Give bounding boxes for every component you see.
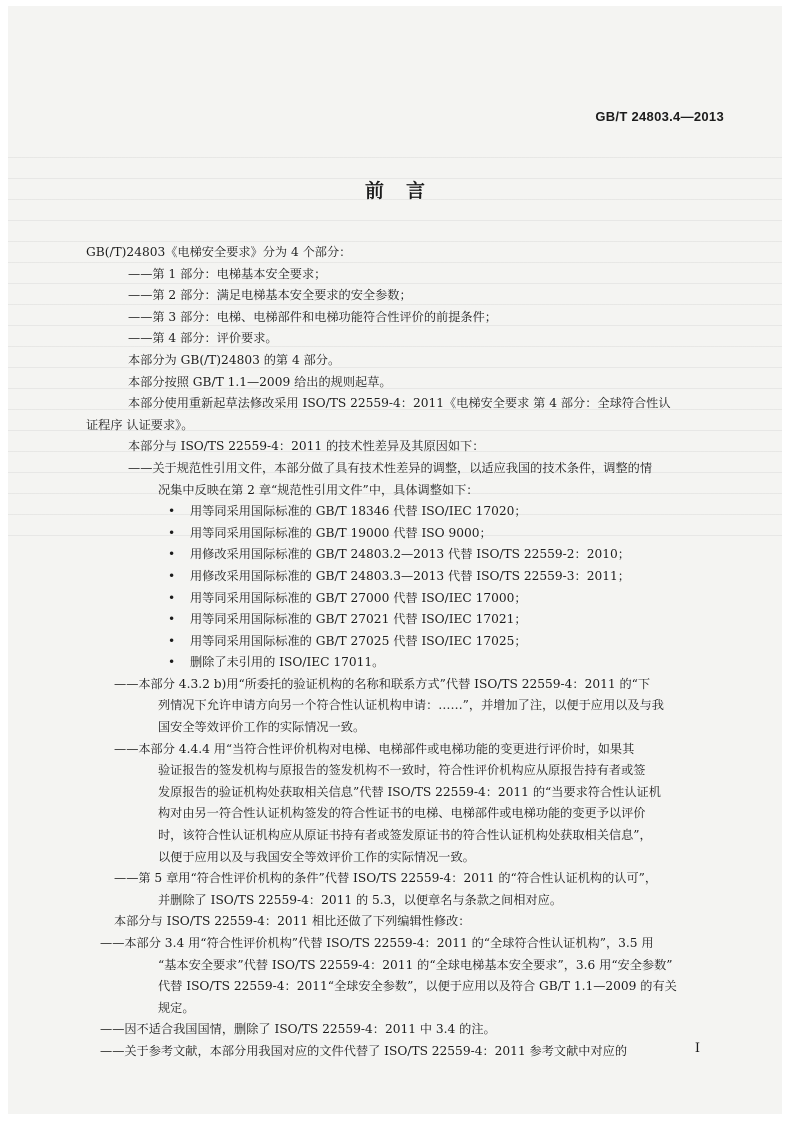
difference-3-line3: 发原报告的验证机构处获取相关信息”代替 ISO/TS 22559-4：2011 的“当要求符合性认证机 [158,784,661,799]
editorial-1-line3: 代替 ISO/TS 22559-4：2011“全球安全参数”，以便于应用以及符合 GB/T 1.1—2009 的有关 [158,979,677,994]
standard-code: GB/T 24803.4—2013 [595,109,724,124]
list-item: • 用等同采用国际标准的 GB/T 27025 代替 ISO/IEC 17025； [168,631,740,653]
list-item-part2: ——第 2 部分：满足电梯基本安全要求的安全参数； [128,288,412,303]
difference-1-line2: 况集中反映在第 2 章“规范性引用文件”中，具体调整如下： [158,482,479,497]
list-item: • 用等同采用国际标准的 GB/T 27000 代替 ISO/IEC 17000； [168,588,740,610]
paragraph-adoption-line2: 证程序 认证要求》。 [86,417,194,432]
page-title: 前言 [364,180,447,202]
difference-2-line1: ——本部分 4.3.2 b)用“所委托的验证机构的名称和联系方式”代替 ISO/TS 22559-4：2011 的“下 [114,676,651,691]
difference-1-line1: ——关于规范性引用文件，本部分做了具有技术性差异的调整，以适应我国的技术条件，调整的情 [128,460,653,475]
difference-3-line5: 时，该符合性认证机构应从原证书持有者或签发原证书的符合性认证机构处获取相关信息”， [158,828,652,843]
reference-replacement-list [100,501,740,674]
list-item: • 用等同采用国际标准的 GB/T 19000 代替 ISO 9000； [168,523,740,545]
paragraph-this-part: 本部分为 GB(/T)24803 的第 4 部分。 [128,352,341,367]
paragraph-rules: 本部分按照 GB/T 1.1—2009 给出的规则起草。 [128,374,392,389]
paragraph-differences-intro: 本部分与 ISO/TS 22559-4：2011 的技术性差异及其原因如下： [128,439,485,454]
document-body [86,242,740,1063]
list-item: • 用等同采用国际标准的 GB/T 27021 代替 ISO/IEC 17021； [168,609,740,631]
list-item-part3: ——第 3 部分：电梯、电梯部件和电梯功能符合性评价的前提条件； [128,309,497,324]
list-item: • 用修改采用国际标准的 GB/T 24803.3—2013 代替 ISO/TS 22559-3：2011； [168,566,740,588]
list-item: • 删除了未引用的 ISO/IEC 17011。 [168,652,740,674]
paragraph-editorial-intro: 本部分与 ISO/TS 22559-4：2011 相比还做了下列编辑性修改： [114,914,471,929]
list-item: • 用修改采用国际标准的 GB/T 24803.2—2013 代替 ISO/TS 22559-2：2010； [168,544,740,566]
editorial-1-line2: “基本安全要求”代替 ISO/TS 22559-4：2011 的“全球电梯基本安全要求”，3.6 用“安全参数” [158,957,673,972]
editorial-2: ——因不适合我国国情，删除了 ISO/TS 22559-4：2011 中 3.4 的注。 [100,1022,496,1037]
difference-2-line3: 国安全等效评价工作的实际情况一致。 [158,720,366,735]
list-item-part4: ——第 4 部分：评价要求。 [128,331,278,346]
list-item-part1: ——第 1 部分：电梯基本安全要求； [128,266,327,281]
difference-4-line1: ——第 5 章用“符合性评价机构的条件”代替 ISO/TS 22559-4：2011 的“符合性认证机构的认可”， [114,871,658,886]
editorial-1-line4: 规定。 [158,1000,195,1015]
page-number: I [694,1041,700,1056]
difference-3-line4: 构对由另一符合性认证机构签发的符合性证书的电梯、电梯部件或电梯功能的变更予以评价 [158,806,646,821]
difference-3-line1: ——本部分 4.4.4 用“当符合性评价机构对电梯、电梯部件或电梯功能的变更进行评价时，如果其 [114,741,635,756]
list-item: • 用等同采用国际标准的 GB/T 18346 代替 ISO/IEC 17020； [168,501,740,523]
difference-2-line2: 列情况下允许申请方向另一个符合性认证机构申请：……”，并增加了注，以便于应用以及与我 [158,698,664,713]
difference-4-line2: 并删除了 ISO/TS 22559-4：2011 的 5.3，以便章名与条款之间相对应。 [158,892,563,907]
editorial-1-line1: ——本部分 3.4 用“符合性评价机构”代替 ISO/TS 22559-4：2011 的“全球符合性认证机构”，3.5 用 [100,936,654,950]
difference-3-line2: 验证报告的签发机构与原报告的签发机构不一致时，符合性评价机构应从原报告持有者或签 [158,763,646,778]
paragraph-intro: GB(/T)24803《电梯安全要求》分为 4 个部分： [86,245,352,259]
editorial-3: ——关于参考文献，本部分用我国对应的文件代替了 ISO/TS 22559-4：2011 参考文献中对应的 [100,1043,628,1058]
document-page [8,6,782,1114]
paragraph-adoption-line1: 本部分使用重新起草法修改采用 ISO/TS 22559-4：2011《电梯安全要求 第 4 部分：全球符合性认 [128,396,671,411]
difference-3-line6: 以便于应用以及与我国安全等效评价工作的实际情况一致。 [158,849,475,864]
